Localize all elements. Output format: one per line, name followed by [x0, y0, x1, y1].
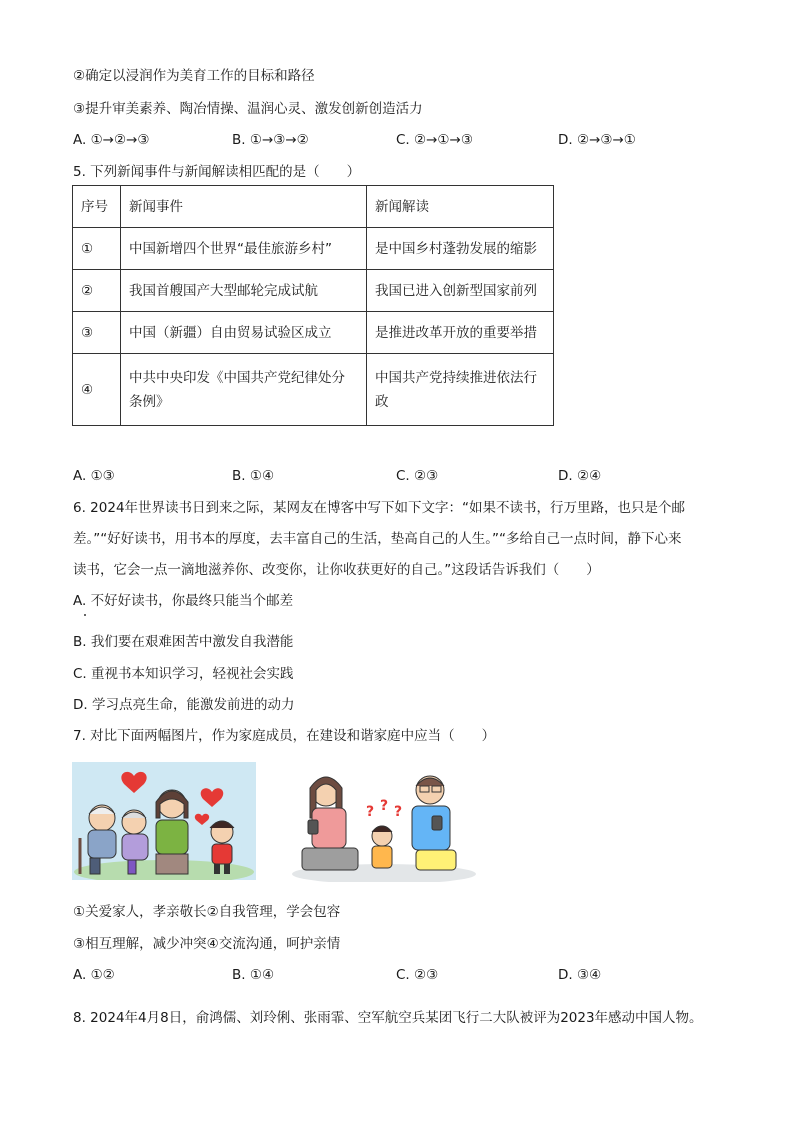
- svg-text:?: ?: [380, 798, 389, 814]
- row-no: ①: [73, 228, 121, 270]
- row-event: 我国首艘国产大型邮轮完成试航: [121, 270, 367, 312]
- row-no: ③: [73, 312, 121, 354]
- q4-option-a: A. ①→②→③: [73, 132, 150, 148]
- stray-dot: [84, 614, 86, 616]
- row-reading: 是中国乡村蓬勃发展的缩影: [367, 228, 554, 270]
- svg-text:?: ?: [394, 804, 403, 820]
- q5-option-c: C. ②③: [396, 468, 439, 484]
- q5-option-b: B. ①④: [232, 468, 275, 484]
- news-table: [72, 185, 554, 426]
- q8-stem: 8. 2024年4月8日，俞鸿儒、刘玲俐、张雨霏、空军航空兵某团飞行二大队被评为2023年感动中国人物。: [73, 1010, 703, 1026]
- table-row: [73, 228, 554, 270]
- header-no: 序号: [73, 186, 121, 228]
- statement-3: ③提升审美素养、陶冶情操、温润心灵、激发创新创造活力: [73, 101, 423, 117]
- row-no: ④: [73, 354, 121, 426]
- q7-option-d: D. ③④: [558, 967, 602, 983]
- header-event: 新闻事件: [121, 186, 367, 228]
- row-reading: 中国共产党持续推进依法行政: [367, 354, 554, 426]
- q5-stem: 5. 下列新闻事件与新闻解读相匹配的是（ ）: [73, 164, 361, 180]
- q7-statements-2: ③相互理解，减少冲突④交流沟通，呵护亲情: [73, 936, 341, 952]
- row-no: ②: [73, 270, 121, 312]
- q6-option-a: A. 不好好读书，你最终只能当个邮差: [73, 593, 294, 609]
- q4-option-b: B. ①→③→②: [232, 132, 309, 148]
- q6-option-d: D. 学习点亮生命，能激发前进的动力: [73, 697, 295, 713]
- table-row: [73, 270, 554, 312]
- family-care-illustration: [72, 762, 256, 880]
- row-event: 中共中央印发《中国共产党纪律处分条例》: [121, 354, 367, 426]
- statement-2: ②确定以浸润作为美育工作的目标和路径: [73, 68, 315, 84]
- svg-text:?: ?: [366, 804, 375, 820]
- q4-option-c: C. ②→①→③: [396, 132, 473, 148]
- q7-statements-1: ①关爱家人，孝亲敬长②自我管理，学会包容: [73, 904, 341, 920]
- row-reading: 是推进改革开放的重要举措: [367, 312, 554, 354]
- table-row: [73, 354, 554, 426]
- q4-option-d: D. ②→③→①: [558, 132, 636, 148]
- q6-option-c: C. 重视书本知识学习，轻视社会实践: [73, 666, 294, 682]
- row-event: 中国（新疆）自由贸易试验区成立: [121, 312, 367, 354]
- q6-stem-line-2: 差。”“好好读书，用书本的厚度，去丰富自己的生活，垫高自己的人生。”“多给自己一点时间，静下心来: [73, 531, 682, 547]
- q7-option-a: A. ①②: [73, 967, 115, 983]
- table-row: [73, 312, 554, 354]
- row-reading: 我国已进入创新型国家前列: [367, 270, 554, 312]
- header-reading: 新闻解读: [367, 186, 554, 228]
- table-header-row: [73, 186, 554, 228]
- q6-option-b: B. 我们要在艰难困苦中激发自我潜能: [73, 634, 294, 650]
- q7-stem: 7. 对比下面两幅图片，作为家庭成员，在建设和谐家庭中应当（ ）: [73, 728, 496, 744]
- q6-stem-line-3: 读书，它会一点一滴地滋养你、改变你，让你收获更好的自己。”这段话告诉我们（ ）: [73, 562, 600, 578]
- row-event: 中国新增四个世界“最佳旅游乡村”: [121, 228, 367, 270]
- q5-option-a: A. ①③: [73, 468, 115, 484]
- family-phones-illustration: [288, 764, 476, 882]
- q5-option-d: D. ②④: [558, 468, 602, 484]
- q6-stem-line-1: 6. 2024年世界读书日到来之际，某网友在博客中写下如下文字：“如果不读书，行万里路，也只是个邮: [73, 500, 686, 516]
- q7-option-c: C. ②③: [396, 967, 439, 983]
- q7-option-b: B. ①④: [232, 967, 275, 983]
